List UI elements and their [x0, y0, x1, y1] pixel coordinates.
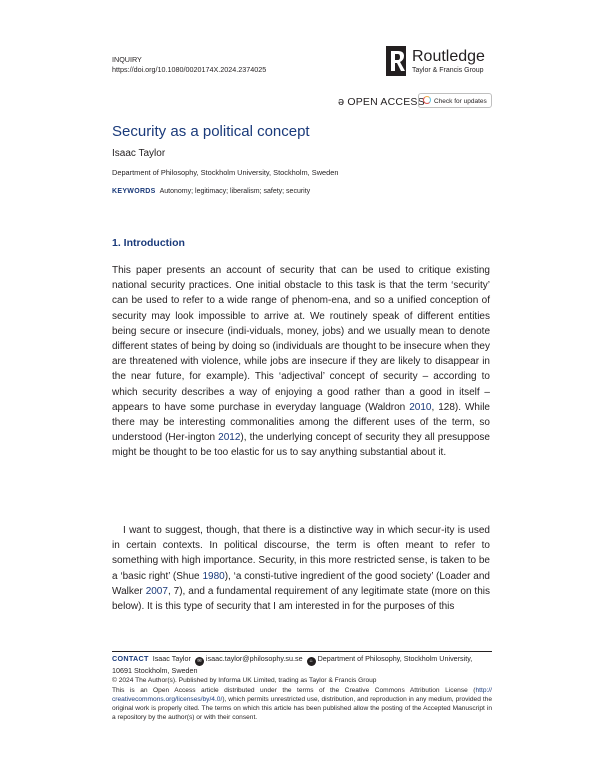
article-title: Security as a political concept [112, 123, 310, 140]
contact-label: CONTACT [112, 654, 149, 663]
check-updates-label: Check for updates [434, 98, 487, 105]
license-link[interactable]: http:// creativecommons.org/licenses/by/4.0/ [112, 687, 492, 703]
keywords-label: KEYWORDS [112, 188, 156, 195]
section-heading: 1. Introduction [112, 237, 185, 249]
contact-info [112, 654, 492, 676]
contact-name: Isaac Taylor [152, 654, 191, 663]
check-for-updates-button[interactable] [418, 93, 492, 108]
journal-name: INQUIRY [112, 55, 142, 64]
citation-link[interactable]: 2007 [145, 585, 168, 597]
open-access-badge [338, 95, 425, 109]
update-check-icon [423, 96, 431, 104]
contact-email[interactable]: isaac.taylor@philosophy.su.se [205, 654, 303, 663]
keywords-line [112, 187, 310, 197]
citation-link[interactable]: 1980 [202, 570, 225, 582]
routledge-logo-icon [386, 46, 406, 76]
body-paragraph: This paper presents an account of security that can be used to critique existing national security practices. One initial obstacle to this task is that the term ‘security’ can be used to refer to a wide range of phenom-ena, and so a unified conception of security may look impossible to arrive at. We routinely speak of different entities being secure or insecure (indi-viduals, money, jobs) and we usually mean to denote different states of being by doing so (individuals are thought to be insecure when they are threatened with violence, while jobs are insecure if they are likely to disappear in the near future, for example). This ‘adjectival’ concept of security – according to which security describes a way of enjoying a good rather than a good in itself – appears to have some purchase in everyday language (Waldron 2010, 128). While there may be interesting commonalities among the different uses of the term, so understood (Her-ington 2012), the underlying concept of security they all presuppose might be thought to be too elastic for us to say anything substantial about it. [112, 265, 490, 459]
citation-link[interactable]: 2012 [218, 432, 241, 444]
keywords-list: Autonomy; legitimacy; liberalism; safety; security [159, 188, 311, 195]
contact-address: Department of Philosophy, Stockholm University, 10691 Stockholm, Sweden [112, 654, 473, 675]
open-lock-icon: ə [338, 96, 345, 108]
citation-link[interactable]: 2010 [409, 401, 432, 413]
open-access-label: OPEN ACCESS [347, 96, 425, 108]
doi-link[interactable]: https://doi.org/10.1080/0020174X.2024.2374025 [112, 65, 267, 74]
publisher-logo [386, 46, 506, 80]
email-icon: ✉ [195, 657, 204, 666]
copyright-notice: © 2024 The Author(s). Published by Informa UK Limited, trading as Taylor & Francis Group [112, 677, 377, 684]
footnote-divider [112, 651, 492, 652]
author-name: Isaac Taylor [112, 148, 166, 159]
publisher-subtitle: Taylor & Francis Group [412, 67, 484, 74]
author-affiliation: Department of Philosophy, Stockholm University, Stockholm, Sweden [112, 168, 339, 177]
license-notice: This is an Open Access article distributed under the terms of the Creative Commons Attribution License (http:// creativecommons.org/licenses/by/4.0/), which permits unrestricted use, distribution, and reproduction in any medium, provided the original work is properly cited. The terms on which this article has been published allow the posting of the Accepted Manuscript in a repository by the author(s) or with their consent. [112, 687, 492, 721]
address-icon: ⌂ [307, 657, 316, 666]
publisher-name: Routledge [412, 48, 485, 65]
body-paragraph: I want to suggest, though, that there is a distinctive way in which secur-ity is used in certain contexts. In political discourse, the term is often meant to refer to something with high importance. Security, in this more restricted sense, is taken to be a ‘basic right’ (Shue 1980), ‘a consti-tutive ingredient of the good society’ (Loader and Walker 2007, 7), and a fundamental requirement of any legitimate state (more on this below). It is this type of security that I am interested in for the purposes of this [112, 525, 490, 613]
